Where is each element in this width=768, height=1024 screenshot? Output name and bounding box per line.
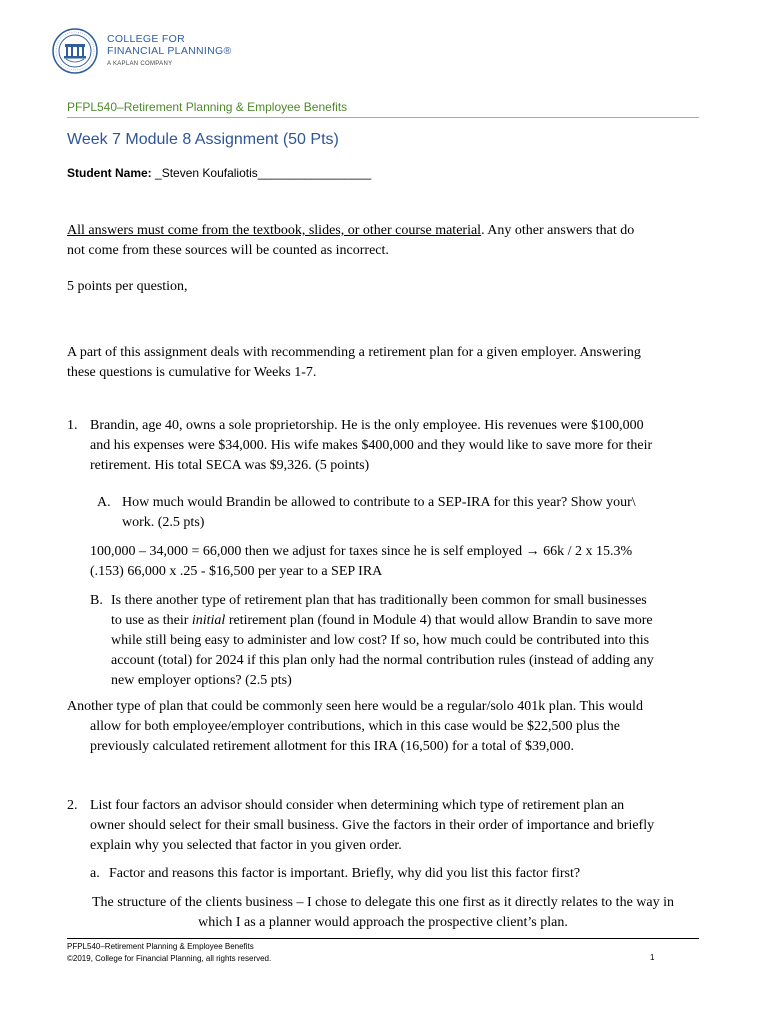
logo-line-3: A KAPLAN COMPANY — [107, 61, 173, 67]
college-logo — [52, 28, 272, 74]
question-1b-answer-line-1: Another type of plan that could be commonly seen here would be a regular/solo 401k plan. This would — [67, 699, 643, 714]
page-footer — [67, 941, 271, 965]
question-2a-text: Factor and reasons this factor is important. Briefly, why did you list this factor first? — [109, 866, 581, 881]
intro-paragraph-1: All answers must come from the textbook, slides, or other course material. Any other answers that do not come from these sources will be counted as incorrect. — [67, 223, 635, 258]
question-1-number: 1. — [67, 418, 78, 433]
student-name-value: _Steven Koufaliotis_________________ — [151, 166, 372, 180]
question-2a-label: a. — [90, 866, 100, 881]
page-number: 1 — [650, 953, 655, 962]
question-1b-text: Is there another type of retirement plan that has traditionally been common for small businesses — [111, 593, 647, 608]
question-1b-label: B. — [90, 593, 103, 608]
intro-paragraph-2: 5 points per question, — [67, 279, 188, 294]
question-2-number: 2. — [67, 798, 78, 813]
course-header: PFPL540–Retirement Planning & Employee Benefits — [67, 100, 348, 114]
header-divider — [67, 117, 699, 118]
question-2a-answer: The structure of the clients business – I chose to delegate this one first as it directly relates to the way in which I as a planner would approach the prospective client’s plan. — [92, 895, 674, 930]
student-name-label: Student Name: — [67, 166, 152, 180]
logo-line-2: FINANCIAL PLANNING® — [107, 45, 232, 57]
question-1a-text: How much would Brandin be allowed to contribute to a SEP-IRA for this year? Show your\ work. (2.5 pts) — [122, 495, 636, 530]
student-name-line — [67, 166, 371, 180]
assignment-title: Week 7 Module 8 Assignment (50 Pts) — [67, 131, 339, 148]
college-seal-icon — [52, 28, 98, 74]
question-1b-answer-rest: allow for both employee/employer contributions, which in this case would be $22,500 plus the previously calculated retirement allotment for this IRA (16,500) for a total of $39,000. — [90, 719, 620, 754]
question-1a-label: A. — [97, 495, 111, 510]
question-1b-text-cont: to use as their initial retirement plan (found in Module 4) that would allow Brandin to save more while still being easy to administer and low cost? If so, how much could be contributed into this account (total) for 2024 if this plan only had the normal contribution rules (instead of adding any new employer options? (2.5 pts) — [111, 613, 654, 688]
logo-wordmark — [107, 33, 232, 70]
footer-divider — [67, 938, 699, 939]
question-1a-answer: 100,000 – 34,000 = 66,000 then we adjust for taxes since he is self employed → 66k / 2 x 15.3% (.153) 66,000 x .25 - $16,500 per year to a SEP IRA — [90, 544, 633, 579]
footer-course: PFPL540–Retirement Planning & Employee Benefits — [67, 942, 254, 951]
footer-copyright: ©2019, College for Financial Planning, all rights reserved. — [67, 954, 272, 963]
logo-line-1: COLLEGE FOR — [107, 33, 185, 45]
question-2-text: List four factors an advisor should consider when determining which type of retirement plan an owner should select for their small business. Give the factors in their order of importance and briefly explain why you selected that factor in you given order. — [90, 798, 655, 853]
question-1-text: Brandin, age 40, owns a sole proprietorship. He is the only employee. His revenues were $100,000 and his expenses were $34,000. His wife makes $400,000 and they would like to save more for their retirement. His total SECA was $9,326. (5 points) — [90, 418, 653, 473]
intro-underlined-text: All answers must come from the textbook, slides, or other course material — [67, 223, 482, 238]
intro-paragraph-3: A part of this assignment deals with recommending a retirement plan for a given employer. Answering these questions is cumulative for Weeks 1-7. — [67, 345, 641, 380]
